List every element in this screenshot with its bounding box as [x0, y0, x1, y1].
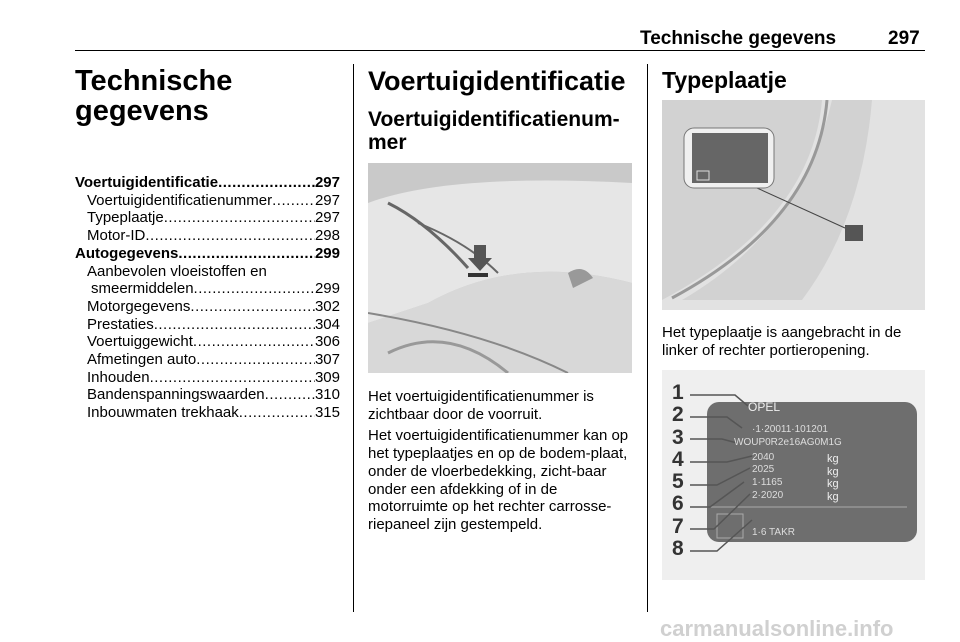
toc-label: Inbouwmaten trekhaak	[87, 404, 239, 422]
callout-number: 8	[672, 537, 684, 561]
toc-page: 299	[314, 244, 340, 262]
toc-entry[interactable]	[75, 298, 340, 316]
toc-page: 297	[314, 191, 340, 209]
section-title: Voertuigidentificatie	[368, 66, 626, 96]
unit-label: kg	[827, 465, 839, 478]
svg-text:2040: 2040	[752, 452, 775, 463]
callout-number: 7	[672, 514, 684, 538]
toc-page: 310	[314, 386, 340, 404]
toc-label: Aanbevolen vloeistoffen en	[87, 262, 267, 280]
toc-entry[interactable]	[75, 333, 340, 351]
toc-label: Bandenspanningswaarden	[87, 386, 265, 404]
toc-entry[interactable]	[75, 404, 340, 422]
callout-number: 2	[672, 403, 684, 427]
toc-page: 309	[314, 368, 340, 386]
unit-label: kg	[827, 490, 839, 503]
toc-label: Motor-ID	[87, 227, 146, 245]
toc-entry[interactable]	[75, 192, 340, 210]
toc-entry[interactable]	[75, 245, 340, 263]
watermark: carmanualsonline.info	[660, 616, 894, 641]
paragraph: Het typeplaatje is aangebracht in de linker of rechter portieropening.	[662, 324, 902, 359]
subsection-title	[368, 108, 620, 154]
svg-text:2025: 2025	[752, 464, 775, 475]
chapter-title-line: gegevens	[75, 95, 209, 127]
toc-entry[interactable]	[75, 351, 340, 369]
subsection-title-line: Voertuigidentificatienum-	[368, 108, 620, 131]
svg-text:·1·20011·101201: ·1·20011·101201	[752, 424, 828, 435]
table-of-contents	[75, 174, 340, 422]
toc-label: Motorgegevens	[87, 297, 191, 315]
column-divider	[647, 64, 648, 612]
toc-label: Inhouden	[87, 368, 150, 386]
toc-page: 307	[314, 351, 340, 369]
toc-label: Autogegevens	[75, 244, 179, 262]
toc-label: Voertuigidentificatienummer	[87, 191, 273, 209]
right-body-text	[662, 324, 930, 363]
door-pillar-illustration	[662, 100, 925, 310]
callout-number: 1	[672, 381, 684, 404]
svg-text:2·2020: 2·2020	[752, 490, 784, 501]
callout-number: 4	[672, 447, 684, 471]
toc-page: 298	[314, 227, 340, 245]
subsection-title-line: mer	[368, 131, 407, 154]
toc-entry[interactable]	[75, 280, 340, 298]
unit-label: kg	[827, 453, 839, 465]
toc-entry[interactable]	[75, 174, 340, 192]
callout-numbers	[672, 382, 684, 560]
middle-body-text	[368, 388, 636, 538]
toc-entry[interactable]	[75, 263, 340, 281]
toc-label: Voertuigidentificatie	[75, 174, 219, 191]
toc-page: 297	[314, 209, 340, 227]
toc-label: Typeplaatje	[87, 209, 164, 227]
running-header-title: Technische gegevens	[640, 28, 837, 49]
paragraph: Het voertuigidentificatienummer is zichtbaar door de voorruit.	[368, 388, 594, 423]
chapter-title	[75, 66, 232, 126]
section-title: Typeplaatje	[662, 67, 787, 93]
toc-label: smeermiddelen	[91, 280, 194, 298]
svg-text:WOUP0R2e16AG0M1G: WOUP0R2e16AG0M1G	[734, 437, 842, 448]
toc-entry[interactable]	[75, 227, 340, 245]
type-plate-diagram	[662, 370, 925, 580]
plate-brand: OPEL	[748, 400, 781, 414]
toc-entry[interactable]	[75, 316, 340, 334]
toc-entry[interactable]	[75, 209, 340, 227]
unit-label: kg	[827, 478, 839, 490]
toc-page: 299	[314, 280, 340, 298]
windshield-vin-illustration	[368, 163, 632, 373]
toc-page: 315	[314, 404, 340, 422]
toc-page: 297	[314, 174, 340, 191]
chapter-title-line: Technische	[75, 65, 233, 97]
callout-number: 6	[672, 492, 684, 516]
svg-text:1·6 TAKR: 1·6 TAKR	[752, 527, 795, 538]
callout-number: 5	[672, 470, 684, 494]
column-divider	[353, 64, 354, 612]
toc-page: 306	[314, 333, 340, 351]
header-rule	[75, 50, 925, 51]
toc-entry[interactable]	[75, 369, 340, 387]
svg-text:1·1165: 1·1165	[752, 477, 783, 488]
plate-units	[827, 453, 839, 503]
page-number: 297	[888, 28, 920, 49]
toc-label: Voertuiggewicht	[87, 333, 193, 351]
toc-label: Prestaties	[87, 315, 154, 333]
toc-page: 304	[314, 315, 340, 333]
toc-page: 302	[314, 297, 340, 315]
callout-number: 3	[672, 425, 684, 449]
toc-entry[interactable]	[75, 386, 340, 404]
toc-label: Afmetingen auto	[87, 351, 197, 369]
paragraph: Het voertuigidentificatienummer kan op het typeplaatjes en op de bodem-plaat, onder de vloerbedekking, zicht-baar onder een afdekking of in de motorruimte op het rechter carrosse-riepaneel zijn gestempeld.	[368, 427, 629, 533]
